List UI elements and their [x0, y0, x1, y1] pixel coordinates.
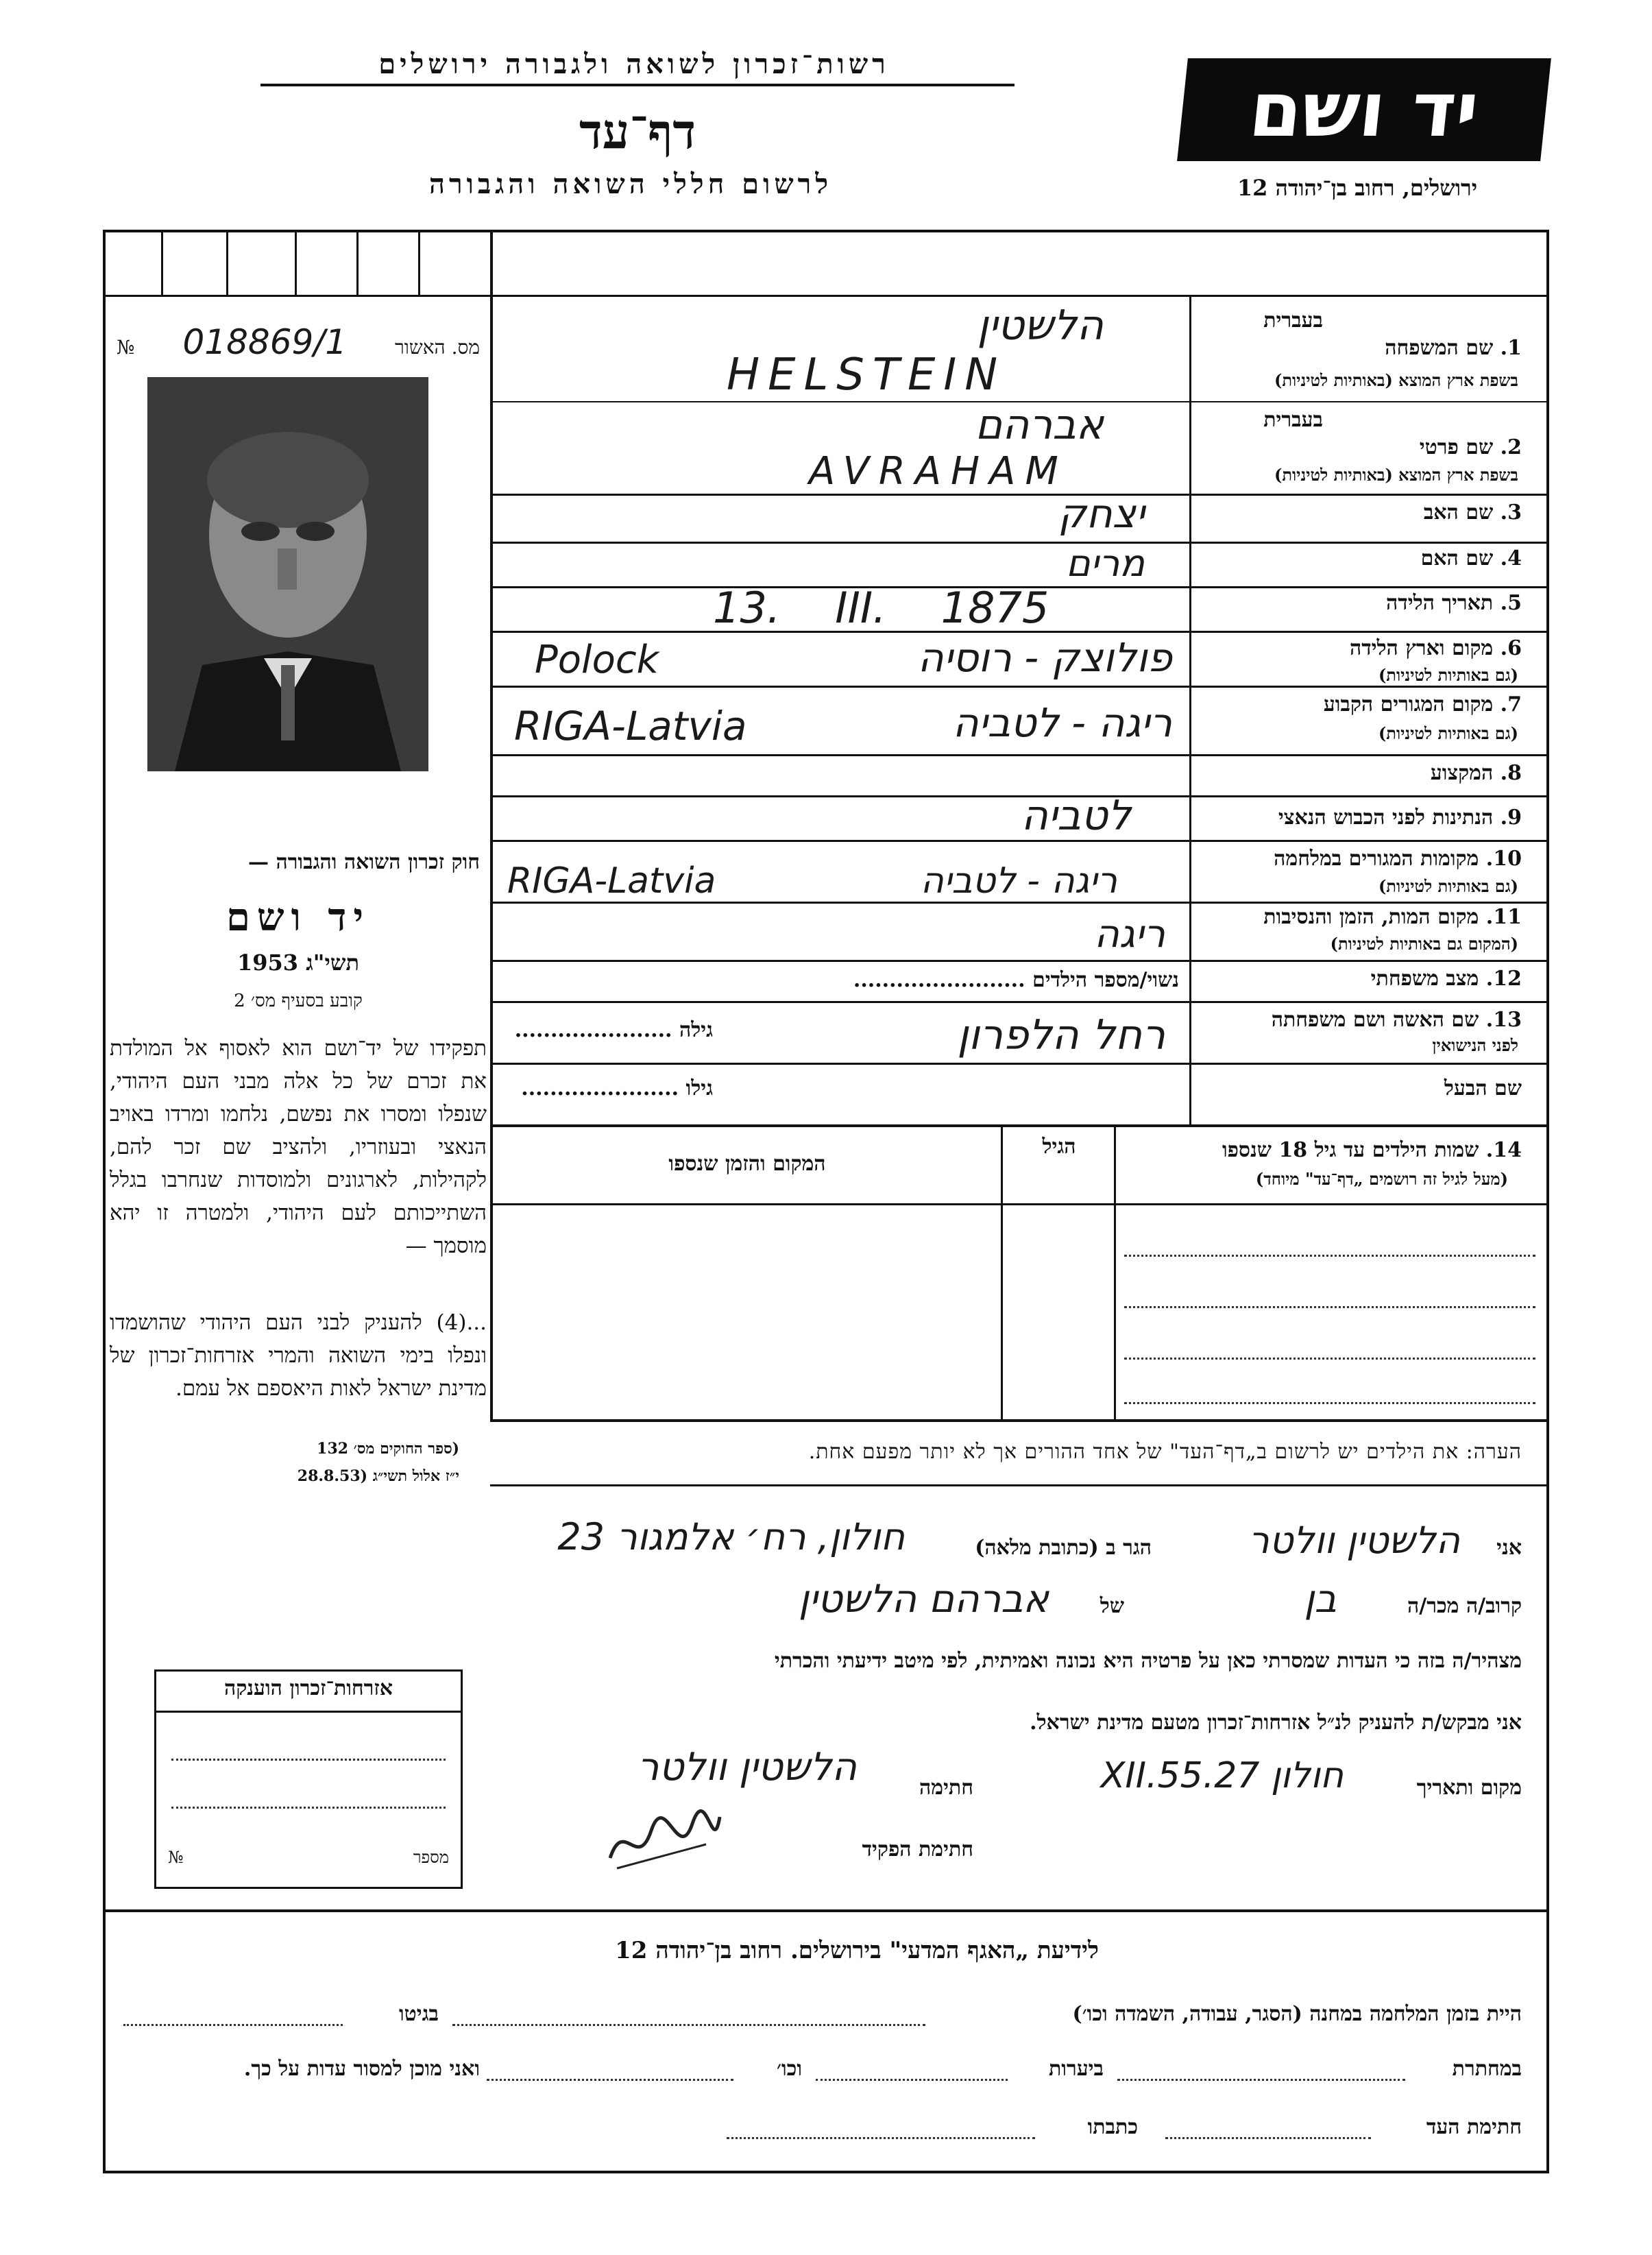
- law-name: יד ושם: [226, 895, 371, 940]
- footer-line: [1165, 2137, 1371, 2139]
- footer-line: [123, 2024, 343, 2026]
- field-2-sub: בשפת ארץ המוצא (באותיות לטיניות): [1274, 465, 1518, 485]
- footer-ghetto-label: בגיטו: [398, 2002, 439, 2026]
- field-2-hebrew-tag: בעברית: [1263, 408, 1323, 432]
- children-bottom-rule: [490, 1419, 1549, 1422]
- of-value: אברהם הלשטין: [798, 1577, 1049, 1621]
- field-11-value: ריגה: [1094, 912, 1165, 956]
- field-10-value-latin: RIGA-Latvia: [507, 860, 716, 902]
- children-col-place: המקום והזמן שנספו: [668, 1152, 826, 1176]
- footer-address-label: כתבתו: [1087, 2115, 1138, 2139]
- officer-signature: [603, 1803, 727, 1879]
- footer-title: לידיעת „האגף המדעי" בירושלים. רחוב בן־יהודה 12: [615, 1937, 1099, 1964]
- footer-testify-label: ואני מוכן למסור עדות על כך.: [243, 2057, 480, 2081]
- strip-tick: [226, 230, 228, 295]
- citizenship-number-label: מספר: [413, 1848, 449, 1867]
- law-text-clause-4: ...(4) להעניק לבני העם היהודי שהושמדו ונפלו בימי השואה והמרי אזרחות־זכרון של מדינת ישראל לאות היאספם אל עמם.: [110, 1310, 487, 1401]
- field-10-value-hebrew: ריגה - לטביה: [920, 860, 1117, 902]
- footer-line: [452, 2024, 925, 2026]
- row-rule: [490, 1124, 1549, 1127]
- children-label-text: שמות הילדים עד גיל 18 שנספו: [1222, 1138, 1479, 1162]
- strip-tick: [161, 230, 163, 295]
- record-number-value: 018869/1: [182, 322, 348, 362]
- footer-forests-label: ביערות: [1048, 2057, 1104, 2081]
- footer-line: [487, 2079, 733, 2081]
- strip-tick: [295, 230, 297, 295]
- field-13-number: 13.: [1485, 1008, 1522, 1032]
- field-5-label-text: תאריך הלידה: [1386, 591, 1494, 615]
- field-2-number: 2.: [1500, 435, 1522, 459]
- citizenship-line: [171, 1807, 446, 1809]
- field-1-label-text: שם המשפחה: [1385, 336, 1494, 360]
- field-8-label: [1206, 761, 1522, 785]
- signature-label: חתימה: [919, 1776, 973, 1800]
- field-9-label: [1206, 806, 1522, 830]
- footer-line: [1117, 2079, 1405, 2081]
- field-6-sub: (גם באותיות לטיניות): [1378, 665, 1518, 685]
- child-line: [1124, 1255, 1535, 1257]
- strip-tick: [356, 230, 359, 295]
- field-7-label-text: מקום המגורים הקבוע: [1323, 692, 1494, 716]
- husband-age: גילו ......................: [521, 1076, 713, 1100]
- strip-tick: [418, 230, 420, 295]
- record-number: [117, 322, 480, 362]
- field-10-label-text: מקומות המגורים במלחמה: [1274, 847, 1479, 871]
- logo: יד ושם: [1177, 58, 1551, 161]
- field-1-sub: בשפת ארץ המוצא (באותיות לטיניות): [1274, 370, 1518, 390]
- husband-label: שם הבעל: [1444, 1076, 1522, 1100]
- field-3-value: יצחק: [1058, 490, 1145, 537]
- field-6-label: [1206, 636, 1522, 660]
- field-13-label: [1206, 1008, 1522, 1032]
- law-text: תפקידו של יד־ושם הוא לאסוף אל המולדת את זכרם של כל אלה מבני העם היהודי, שנפלו ומסרו את נפשם, נלחמו ומרדו באויב הנאצי ובעוזריו, ולהציב שם זכר להם, לקהילות, לארגונים ולמוסדות שנחרבו בגלל השתייכותם לעם היהודי, ולמטרה זו יהא מוסמך —: [110, 1036, 487, 1258]
- footer-line: [816, 2079, 1008, 2081]
- row-rule: [490, 686, 1549, 688]
- residing-label: הגר ב (כתובת מלאה): [975, 1536, 1152, 1560]
- field-5-number: 5.: [1500, 591, 1522, 615]
- field-6-value-hebrew: פולוצק - רוסיה: [917, 634, 1172, 681]
- note-rule: [490, 1484, 1549, 1486]
- field-6-number: 6.: [1500, 636, 1522, 660]
- field-10-number: 10.: [1485, 847, 1522, 871]
- child-line: [1124, 1358, 1535, 1360]
- citizenship-box-rule: [154, 1711, 463, 1713]
- field-1-value-hebrew: הלשטין: [977, 302, 1104, 350]
- field-13-value: רחל הלפרון: [957, 1011, 1165, 1059]
- declarant-name: הלשטין וולטר: [1248, 1519, 1460, 1562]
- field-12-value: נשוי/מספר הילדים ........................: [853, 968, 1179, 992]
- wife-age: גילה ......................: [514, 1018, 713, 1042]
- field-2-value-hebrew: אברהם: [975, 401, 1104, 449]
- law-date: י״ז אלול תשי״ג (28.8.53: [297, 1467, 459, 1485]
- field-7-number: 7.: [1500, 692, 1522, 716]
- place-date-value: חולון 27.XII.55: [1100, 1755, 1344, 1796]
- record-number-symbol: №: [117, 336, 135, 359]
- field-2-label-text: שם פרטי: [1419, 435, 1494, 459]
- field-7-value-hebrew: ריגה - לטביה: [952, 699, 1172, 746]
- portrait-photo: [147, 377, 428, 771]
- children-label: [1131, 1138, 1522, 1162]
- footer-etc-label: וכו׳: [777, 2057, 802, 2081]
- field-6-label-text: מקום וארץ הלידה: [1349, 636, 1494, 660]
- row-rule: [490, 1063, 1549, 1065]
- form-subtitle: לרשום חללי השואה והגבורה: [428, 168, 833, 200]
- field-3-label: [1206, 501, 1522, 524]
- row-rule: [490, 754, 1549, 756]
- footer-witness-signature-label: חתימת העד: [1426, 2115, 1522, 2139]
- officer-label: חתימת הפקיד: [862, 1837, 973, 1861]
- footer-camp-label: היית בזמן המלחמה במחנה (הסגר, עבודה, השמדה וכו׳): [1072, 2002, 1522, 2026]
- citizenship-line: [171, 1759, 446, 1761]
- field-2-value-latin: AVRAHAM: [809, 449, 1068, 494]
- field-7-value-latin: RIGA-Latvia: [514, 703, 747, 749]
- field-10-label: [1206, 847, 1522, 871]
- field-6-value-latin: Polock: [535, 638, 659, 682]
- declarant-label: אני: [1496, 1536, 1522, 1560]
- field-11-label: [1206, 905, 1522, 929]
- authority-name: רשות־זכרון לשואה ולגבורה ירושלים: [378, 48, 890, 80]
- field-10-sub: (גם באותיות לטיניות): [1378, 876, 1518, 896]
- field-3-label-text: שם האב: [1423, 501, 1494, 524]
- field-11-number: 11.: [1485, 905, 1522, 929]
- record-number-label: מס. האשור: [395, 336, 480, 359]
- citizenship-box-title: אזרחות־זכרון הוענקה: [223, 1676, 393, 1700]
- field-12-label: [1206, 967, 1522, 991]
- field-2-label: [1206, 435, 1522, 459]
- children-col-divider: [1114, 1124, 1116, 1419]
- label-divider: [1189, 295, 1191, 1124]
- field-4-number: 4.: [1500, 546, 1522, 570]
- field-11-label-text: מקום המות, הזמן והנסיבות: [1263, 905, 1479, 929]
- field-5-label: [1206, 591, 1522, 615]
- place-date-label: מקום ותאריך: [1416, 1776, 1522, 1800]
- footer-rule: [103, 1909, 1549, 1912]
- declarant-address: חולון, רח׳ אלמגור 23: [557, 1515, 905, 1558]
- field-11-sub: (המקום גם באותיות לטיניות): [1330, 934, 1518, 954]
- of-label: של: [1100, 1594, 1124, 1618]
- field-8-label-text: המקצוע: [1430, 761, 1494, 785]
- field-1-value-latin: HELSTEIN: [727, 350, 1006, 400]
- law-source: (ספר החוקים מס׳ 132: [317, 1440, 459, 1458]
- law-clause: קובע בסעיף מס׳ 2: [234, 991, 363, 1011]
- field-4-label: [1206, 546, 1522, 570]
- footer-line: [727, 2137, 1035, 2139]
- field-9-value: לטביה: [1021, 792, 1131, 840]
- relation-label: קרוב/ה מכר/ה: [1407, 1594, 1522, 1618]
- citizenship-number: [168, 1848, 449, 1868]
- field-5-value: 13. III. 1875: [713, 583, 1049, 633]
- field-1-label: [1206, 336, 1522, 360]
- field-13-label-text: שם האשה ושם משפחתה: [1271, 1008, 1479, 1032]
- field-1-hebrew-tag: בעברית: [1263, 309, 1323, 333]
- child-line: [1124, 1306, 1535, 1308]
- row-rule: [490, 902, 1549, 904]
- row-rule: [490, 960, 1549, 962]
- child-line: [1124, 1402, 1535, 1404]
- top-strip-rule: [103, 295, 1549, 297]
- field-4-label-text: שם האם: [1420, 546, 1494, 570]
- field-3-number: 3.: [1500, 501, 1522, 524]
- field-8-number: 8.: [1500, 761, 1522, 785]
- sidebar-divider: [490, 230, 493, 1419]
- request-text: אני מבקש/ת להעניק לנ״ל אזרחות־זכרון מטעם מדינת ישראל.: [1030, 1711, 1522, 1735]
- children-sub: (מעל לגיל זה רושמים „דף־עד" מיוחד): [1255, 1169, 1508, 1189]
- children-number: 14.: [1485, 1138, 1522, 1162]
- row-rule: [490, 840, 1549, 842]
- field-12-label-text: מצב משפחתי: [1370, 967, 1479, 991]
- field-4-value: מרים: [1065, 542, 1145, 585]
- citizenship-number-symbol: №: [168, 1848, 184, 1867]
- field-12-number: 12.: [1485, 967, 1522, 991]
- children-col-age: הגיל: [1042, 1135, 1076, 1159]
- children-header-rule: [490, 1203, 1549, 1205]
- law-year: תשי"ג 1953: [237, 950, 359, 976]
- header-rule: [260, 84, 1015, 86]
- row-rule: [490, 1001, 1549, 1003]
- footer-underground-label: במחתרת: [1452, 2057, 1522, 2081]
- address: ירושלים, רחוב בן־יהודה 12: [1237, 175, 1478, 201]
- note: הערה: את הילדים יש לרשום ב„דף־העד" של אחד ההורים אך לא יותר מפעם אחת.: [808, 1440, 1522, 1464]
- field-9-label-text: הנתינות לפני הכבוש הנאצי: [1278, 806, 1494, 830]
- field-1-number: 1.: [1500, 336, 1522, 360]
- field-13-sub: לפני הנישואין: [1432, 1035, 1518, 1055]
- relation-value: בן: [1304, 1577, 1337, 1621]
- field-7-sub: (גם באותיות לטיניות): [1378, 723, 1518, 743]
- field-9-number: 9.: [1500, 806, 1522, 830]
- law-title: חוק זכרון השואה והגבורה —: [248, 850, 480, 874]
- signature: הלשטין וולטר: [637, 1745, 857, 1789]
- children-col-divider: [1001, 1124, 1003, 1419]
- field-7-label: [1206, 692, 1522, 716]
- form-title: דף־עד: [579, 103, 696, 160]
- declaration-text: מצהיר/ה בזה כי העדות שמסרתי כאן על פרטיה היא נכונה ואמיתית, לפי מיטב ידיעתי והכרתי: [774, 1649, 1522, 1673]
